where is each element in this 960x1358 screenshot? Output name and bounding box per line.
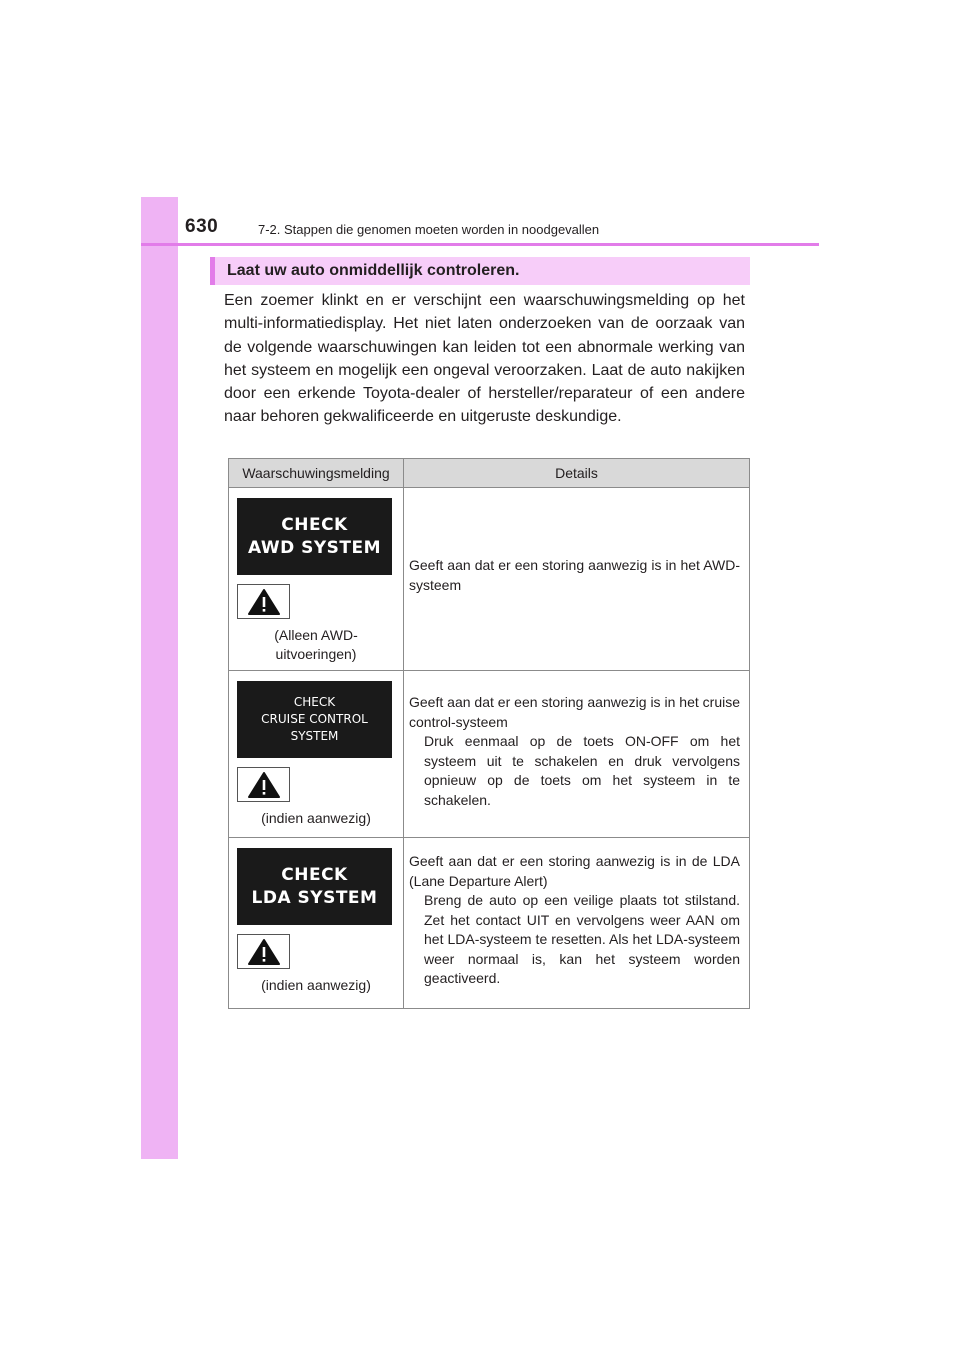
column-header-details: Details: [404, 459, 750, 488]
table-row: [229, 838, 750, 1009]
details-cell: [404, 838, 750, 1009]
chapter-side-tab: [141, 197, 178, 1159]
table-row: [229, 671, 750, 838]
availability-note: (indien aanwezig): [261, 977, 371, 993]
page-number: 630: [185, 216, 219, 237]
check-awd-display: [237, 498, 392, 575]
table-row: [229, 488, 750, 671]
warning-table: [228, 458, 750, 1009]
section-heading-text: Laat uw auto onmiddellijk controleren.: [227, 262, 520, 279]
availability-note: (Alleen AWD-uitvoeringen): [274, 627, 358, 662]
display-line: LDA SYSTEM: [251, 887, 378, 908]
display-line: CHECK: [281, 514, 348, 535]
message-cell: [229, 671, 404, 838]
details-text: Geeft aan dat er een storing aanwezig is in het cruise control-systeem: [409, 694, 740, 730]
availability-note: (indien aanwezig): [261, 810, 371, 826]
message-cell: [229, 838, 404, 1009]
message-cell: [229, 488, 404, 671]
details-text: Geeft aan dat er een storing aanwezig is in de LDA (Lane Departure Alert): [409, 853, 740, 889]
display-line: SYSTEM: [290, 729, 339, 743]
details-text: Geeft aan dat er een storing aanwezig is in het AWD-systeem: [409, 557, 740, 593]
details-cell: [404, 671, 750, 838]
details-cell: [404, 488, 750, 671]
warning-triangle-icon: [237, 934, 290, 969]
column-header-message: Waarschuwingsmelding: [229, 459, 404, 488]
display-line: CHECK: [293, 695, 336, 709]
table-header-row: [229, 459, 750, 488]
section-heading: [210, 257, 750, 285]
display-line: CRUISE CONTROL: [261, 712, 368, 726]
intro-paragraph: Een zoemer klinkt en er verschijnt een waarschuwingsmelding op het multi-informatiedisplay. Het niet laten onderzoeken van de oorzaak van de volgende waarschuwingen kan leiden tot een abnormale werking van het systeem en mogelijk een ongeval veroorzaken. Laat de auto nakijken door een erkende Toyota-dealer of hersteller/reparateur of een andere naar behoren gekwalificeerde en uitgeruste deskundige.: [224, 292, 745, 426]
check-lda-display: [237, 848, 392, 925]
header-rule: [141, 243, 819, 246]
chapter-title: 7-2. Stappen die genomen moeten worden in noodgevallen: [258, 222, 600, 237]
check-cruise-control-display: [237, 681, 392, 758]
warning-triangle-icon: [237, 584, 290, 619]
action-text: Druk eenmaal op de toets ON-OFF om het systeem uit te schakelen en druk vervolgens opnieuw op de toets om het systeem in te schakelen.: [424, 733, 740, 808]
action-text: Breng de auto op een veilige plaats tot stilstand. Zet het contact UIT en vervolgens weer AAN om het LDA-systeem te resetten. Als het LDA-systeem weer normaal is, kan het systeem worden geactiveerd.: [424, 892, 740, 986]
warning-triangle-icon: [237, 767, 290, 802]
display-line: AWD SYSTEM: [247, 537, 382, 558]
display-line: CHECK: [281, 864, 348, 885]
